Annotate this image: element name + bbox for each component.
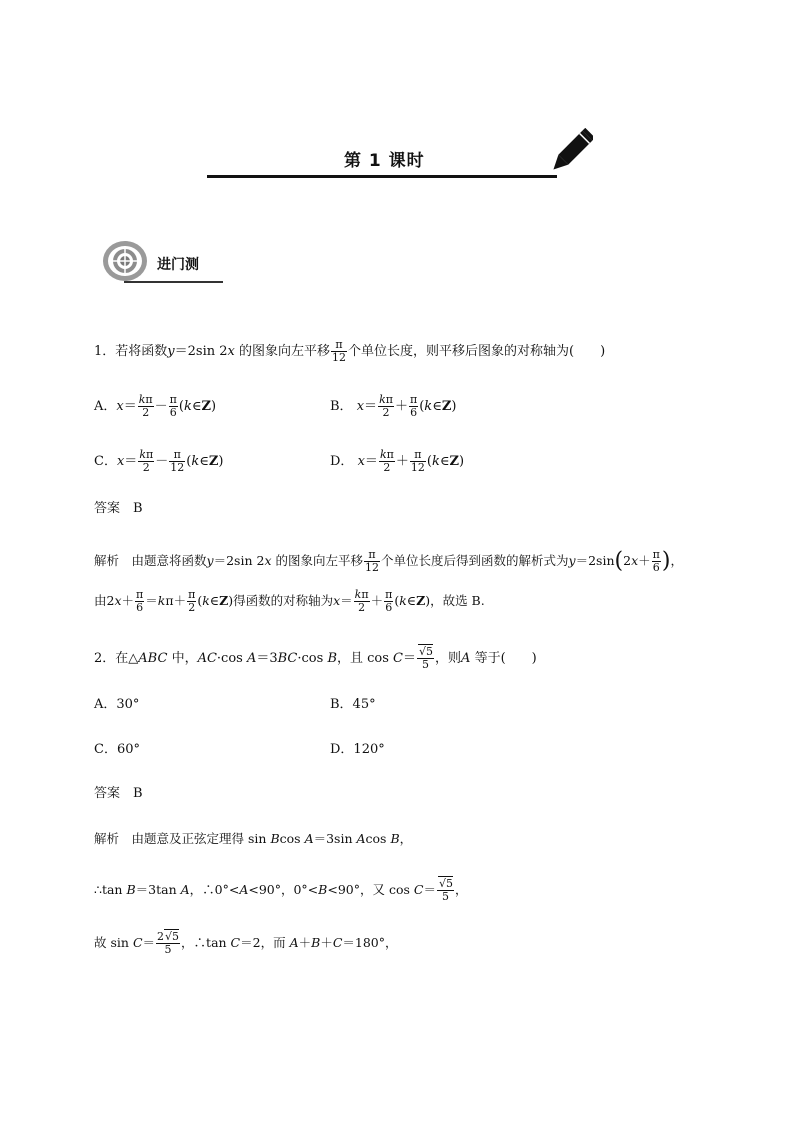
question-2-stem: 2．在△ABC 中，AC·cos A＝3BC·cos B，且 cos C＝ $\frac{√5}{5}$ ，则A 等于( ): [94, 645, 537, 671]
question-2-option-a: A．30°: [94, 697, 140, 712]
page-title: 第 1 课时: [344, 151, 425, 171]
pencil-icon: [545, 128, 593, 180]
question-1-option-a: A．x＝ $\frac{k\pi}{2}$ － $\frac{\pi}{6}$ (k∈Z): [94, 393, 217, 419]
question-2-answer: 答案 B: [94, 786, 143, 801]
section-label: 进门测: [157, 257, 199, 273]
question-1-analysis-line-2: 由2x＋ $\frac{\pi}{6}$ ＝kπ＋ $\frac{\pi}{2}$ (k∈Z)得函数的对称轴为x＝ $\frac{k\pi}{2}$ ＋ $\frac{\pi}{6}$ (k∈Z)，故选 B.: [94, 588, 485, 614]
question-1-option-d: D． x＝ $\frac{k\pi}{2}$ ＋ $\frac{\pi}{12}$ (k∈Z): [330, 448, 465, 474]
section-underline: [124, 281, 223, 283]
question-1-option-c: C．x＝ $\frac{k\pi}{2}$ － $\frac{\pi}{12}$ (k∈Z): [94, 448, 224, 474]
question-2-analysis-line-1: 解析 由题意及正弦定理得 sin Bcos A＝3sin Acos B，: [94, 831, 413, 846]
question-2-option-b: B．45°: [330, 697, 376, 712]
question-1-answer: 答案 B: [94, 501, 143, 516]
question-2-analysis-line-3: 故 sin C＝ $\frac{2√5}{5}$ ，∴tan C＝2，而 A＋B＋C＝180°，: [94, 930, 398, 956]
question-1-stem: 1．若将函数y＝2sin 2x 的图象向左平移 $\frac{\pi}{12}$ 个单位长度，则平移后图象的对称轴为( ): [94, 338, 606, 364]
question-2-analysis-line-2: ∴tan B＝3tan A，∴0°<A<90°，0°<B<90°，又 cos C＝ $\frac{√5}{5}$ ，: [94, 877, 468, 903]
title-underline: [207, 175, 557, 178]
question-1-option-b: B． x＝ $\frac{k\pi}{2}$ ＋ $\frac{\pi}{6}$ (k∈Z): [330, 393, 457, 419]
target-icon: [101, 239, 151, 283]
question-1-analysis-line-1: 解析 由题意将函数y＝2sin 2x 的图象向左平移 $\frac{\pi}{12}$ 个单位长度后得到函数的解析式为y＝2sin(2x＋ $\frac{\pi}{6}$ )，: [94, 548, 683, 574]
question-2-option-c: C．60°: [94, 742, 140, 757]
question-2-option-d: D．120°: [330, 742, 385, 757]
